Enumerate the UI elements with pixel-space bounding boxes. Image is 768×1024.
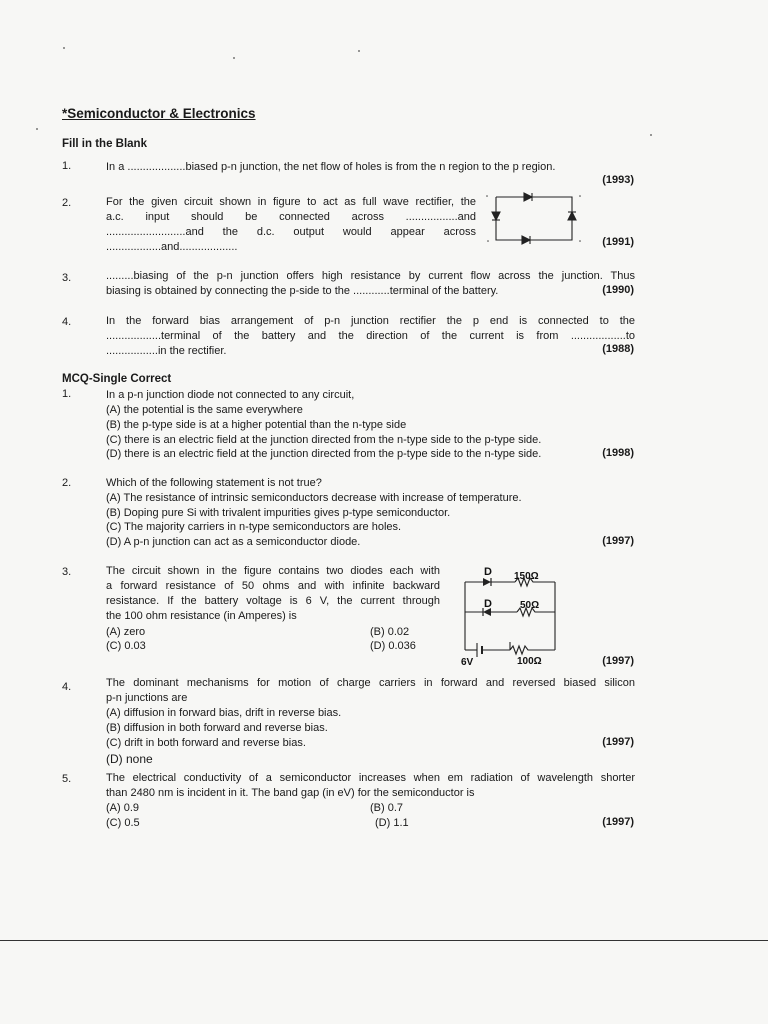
scan-speck: [63, 47, 65, 49]
question-line: resistance. If the battery voltage is 6 V, the current through: [106, 595, 440, 607]
question-text: Which of the following statement is not true?: [106, 477, 322, 489]
option-b: (B) 0.02: [370, 626, 410, 638]
question-year: (1997): [602, 736, 634, 748]
question-year: (1997): [602, 535, 634, 547]
option-d: (D) 1.1: [375, 817, 409, 829]
resistor-label-100: 100Ω: [517, 656, 542, 667]
resistor-label-150: 150Ω: [514, 571, 539, 582]
question-number: 4.: [62, 681, 72, 693]
question-line: .........biasing of the p-n junction offers high resistance by current flow across the junction. Thus: [106, 270, 635, 282]
question-year: (1997): [602, 655, 634, 667]
question-number: 2.: [62, 477, 72, 489]
section-heading-fill: Fill in the Blank: [62, 138, 147, 150]
option-c: (C) 0.03: [106, 640, 146, 652]
question-line: the 100 ohm resistance (in Amperes) is: [106, 610, 297, 622]
diode-circuit-diagram: [455, 562, 565, 670]
question-year: (1993): [602, 174, 634, 186]
question-line: a forward resistance of 50 ohms and with infinite backward: [106, 580, 440, 592]
question-year: (1998): [602, 447, 634, 459]
option-a: (A) zero: [106, 626, 146, 638]
option-c: (C) drift in both forward and reverse bias.: [106, 737, 306, 749]
question-year: (1997): [602, 816, 634, 828]
scan-speck: [358, 50, 360, 52]
question-line: ..................terminal of the battery and the direction of the current is from ..................to: [106, 330, 635, 342]
question-line: biasing is obtained by connecting the p-side to the ............terminal of the battery.: [106, 285, 499, 297]
option-b: (B) diffusion in both forward and reverse bias.: [106, 722, 328, 734]
question-line: than 2480 nm is incident in it. The band gap (in eV) for the semiconductor is: [106, 787, 475, 799]
question-line: The electrical conductivity of a semiconductor increases when em radiation of wavelength shorter: [106, 772, 635, 784]
question-number: 3.: [62, 566, 72, 578]
question-line: The circuit shown in the figure contains two diodes each with: [106, 565, 440, 577]
option-b: (B) the p-type side is at a higher potential than the n-type side: [106, 419, 407, 431]
diode-label-d2: D: [484, 598, 492, 610]
page-bottom-rule: [0, 940, 768, 941]
option-a: (A) diffusion in forward bias, drift in reverse bias.: [106, 707, 342, 719]
question-line: In the forward bias arrangement of p-n junction rectifier the p end is connected to the: [106, 315, 635, 327]
question-line: a.c. input should be connected across .................and: [106, 211, 476, 223]
option-d: (D) A p-n junction can act as a semiconductor diode.: [106, 536, 361, 548]
option-c: (C) The majority carriers in n-type semiconductors are holes.: [106, 521, 402, 533]
scan-speck: [36, 128, 38, 130]
resistor-label-50: 50Ω: [520, 600, 540, 611]
question-line: p-n junctions are: [106, 692, 188, 704]
question-number: 3.: [62, 272, 72, 284]
page-title: *Semiconductor & Electronics: [62, 106, 256, 121]
option-a: (A) 0.9: [106, 802, 140, 814]
section-heading-mcq: MCQ-Single Correct: [62, 373, 172, 385]
question-number: 4.: [62, 316, 72, 328]
scan-speck: [233, 57, 235, 59]
question-number: 1.: [62, 160, 72, 172]
option-d: (D) none: [106, 752, 153, 766]
diode-label-d1: D: [484, 566, 492, 578]
option-b: (B) Doping pure Si with trivalent impurities gives p-type semiconductor.: [106, 507, 451, 519]
option-b: (B) 0.7: [370, 802, 404, 814]
option-a: (A) The resistance of intrinsic semiconductors decrease with increase of temperature.: [106, 492, 522, 504]
question-line: ..........................and the d.c. output would appear across: [106, 226, 476, 238]
option-a: (A) the potential is the same everywhere: [106, 404, 303, 416]
question-number: 2.: [62, 197, 72, 209]
bridge-rectifier-diagram: [484, 190, 584, 248]
option-c: (C) 0.5: [106, 817, 140, 829]
question-year: (1988): [602, 343, 634, 355]
question-line: .................in the rectifier.: [106, 345, 227, 357]
battery-label: 6V: [461, 657, 474, 668]
question-year: (1991): [602, 236, 634, 248]
scan-speck: [650, 134, 652, 136]
option-d: (D) 0.036: [370, 640, 416, 652]
question-line: ..................and...................: [106, 241, 238, 253]
question-text: In a p-n junction diode not connected to any circuit,: [106, 389, 355, 401]
question-text: In a ...................biased p-n junction, the net flow of holes is from the n region to the p region.: [106, 161, 556, 173]
question-line: The dominant mechanisms for motion of charge carriers in forward and reversed biased silicon: [106, 677, 635, 689]
option-d: (D) there is an electric field at the junction directed from the p-type side to the n-type side.: [106, 448, 542, 460]
question-number: 5.: [62, 773, 72, 785]
option-c: (C) there is an electric field at the junction directed from the n-type side to the p-type side.: [106, 434, 542, 446]
question-line: For the given circuit shown in figure to act as full wave rectifier, the: [106, 196, 476, 208]
question-number: 1.: [62, 388, 72, 400]
question-year: (1990): [602, 284, 634, 296]
